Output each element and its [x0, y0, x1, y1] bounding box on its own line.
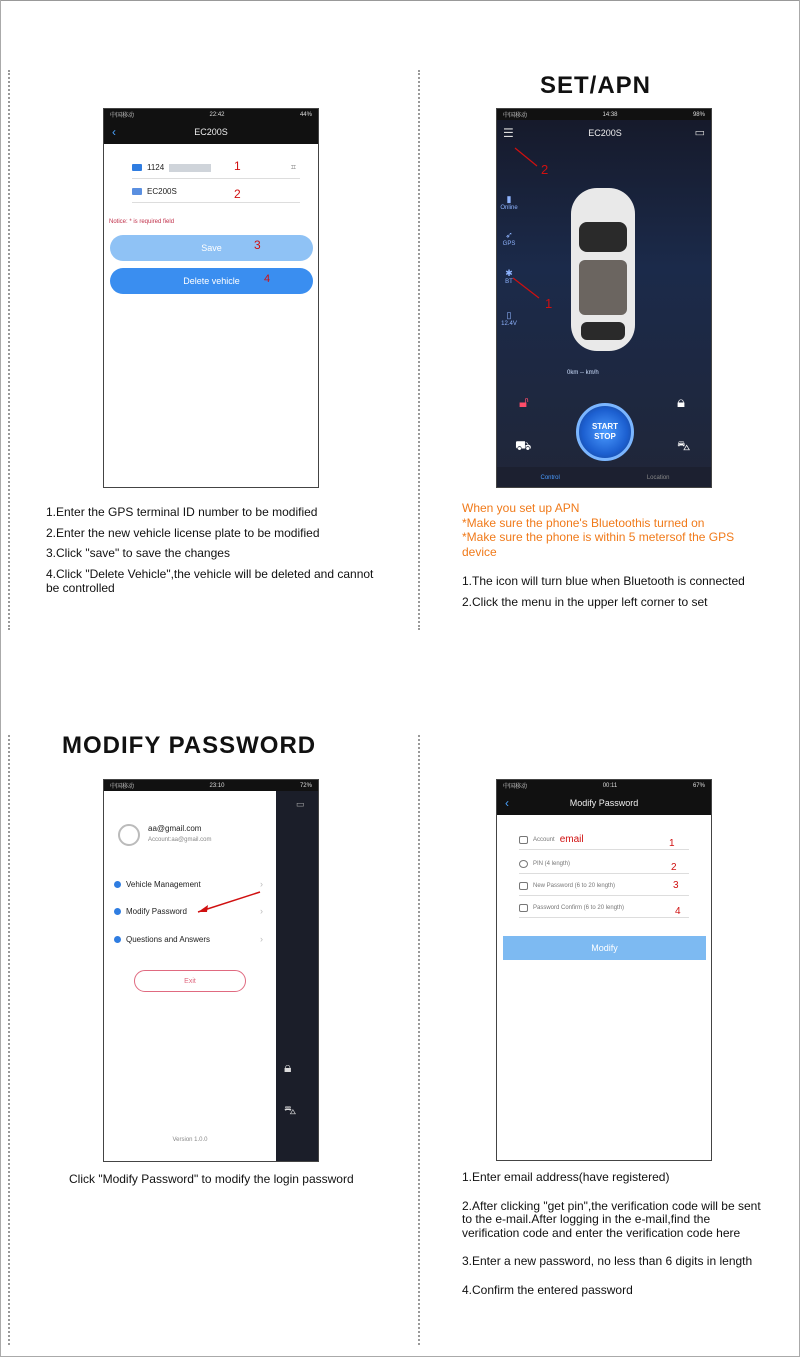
chevron-right-icon: › — [260, 934, 263, 944]
mark-1: 1 — [545, 296, 553, 311]
chevron-right-icon: › — [260, 906, 263, 916]
version-label: Version 1.0.0 — [172, 1137, 208, 1143]
lock-icon — [519, 882, 528, 890]
mark-1: 1 — [669, 838, 675, 849]
mark-3: 3 — [673, 880, 679, 891]
page-title: EC200S — [588, 128, 622, 138]
carrier-label: 中国移动 — [503, 784, 528, 790]
gps-label: GPS — [502, 241, 516, 247]
mark-2: 2 — [541, 162, 549, 177]
nav-bar — [497, 791, 711, 815]
modify-label: Modify — [591, 943, 618, 953]
apn-instructions — [462, 574, 752, 609]
divider-mid-bottom — [418, 735, 420, 1345]
pin-placeholder: PIN (4 length) — [533, 860, 571, 867]
menu-label: Questions and Answers — [126, 935, 211, 944]
account-icon — [519, 836, 528, 844]
lock-icon — [114, 908, 121, 915]
user-account: Account:aa@gmail.com — [148, 837, 212, 843]
battery-label: 72% — [299, 782, 312, 789]
status-bar — [497, 780, 711, 791]
start-stop-label: START STOP — [591, 422, 619, 441]
new-password-field[interactable] — [519, 876, 689, 896]
bt-indicator — [499, 268, 519, 285]
exit-label: Exit — [184, 977, 196, 985]
warning-bluetooth: *Make sure the phone's Bluetoothis turned on — [462, 515, 705, 530]
lock-icon — [519, 904, 528, 912]
menu-instructions — [69, 1172, 369, 1187]
password-instruction-3: 3.Enter a new password, no less than 6 digits in length — [462, 1254, 753, 1268]
divider-left-bottom — [8, 735, 10, 1345]
nav-bar — [104, 120, 318, 144]
warning-heading: When you set up APN — [462, 501, 580, 515]
apn-title: SET/APN — [540, 72, 652, 99]
annotation-arrow — [194, 888, 264, 918]
apn-instruction-1: 1.The icon will turn blue when Bluetooth is connected — [462, 574, 745, 588]
exit-button[interactable] — [134, 970, 246, 992]
redacted-bar — [169, 164, 211, 172]
menu-instruction: Click "Modify Password" to modify the login password — [69, 1172, 354, 1186]
shield-icon — [519, 860, 528, 868]
delete-vehicle-button[interactable] — [110, 268, 313, 294]
id-card-icon — [132, 164, 142, 171]
speed-readout: 0km -- km/h — [567, 370, 599, 376]
online-label: Online — [500, 205, 518, 211]
gps-icon: ➶ — [505, 230, 513, 240]
page-title: EC200S — [194, 127, 228, 137]
unlock-icon[interactable]: 🔓︎ — [519, 394, 529, 411]
page-title: Modify Password — [569, 798, 639, 808]
vehicle-icon — [114, 881, 121, 888]
carrier-label: 中国移动 — [110, 113, 135, 119]
account-value: email — [559, 834, 584, 845]
tab-bar — [497, 467, 712, 488]
account-field[interactable] — [519, 830, 689, 850]
chevron-right-icon: › — [260, 879, 263, 889]
back-icon[interactable]: ‹ — [112, 125, 116, 139]
phone-side-menu — [103, 779, 319, 1162]
status-time: 22:42 — [209, 111, 225, 118]
gps-id-value: 1124 — [147, 163, 165, 172]
avatar[interactable] — [118, 824, 140, 846]
new-password-placeholder: New Password (6 to 20 length) — [533, 882, 616, 889]
car-icon: ⛍ — [284, 1103, 297, 1117]
tab-location[interactable]: Location — [646, 475, 670, 481]
voltage-indicator — [499, 310, 519, 327]
online-indicator — [499, 194, 519, 211]
battery-label: 98% — [692, 111, 705, 118]
scan-icon[interactable]: ⌗ — [290, 162, 296, 172]
account-placeholder: Account — [533, 836, 555, 843]
bt-label: BT — [505, 279, 513, 285]
gps-id-field[interactable] — [132, 157, 300, 179]
lock-icon[interactable]: 🔒︎ — [677, 394, 685, 411]
warning-distance: *Make sure the phone is within 5 metersof the GPS device — [462, 530, 735, 559]
instruction-2: 2.Enter the new vehicle license plate to be modified — [46, 525, 320, 540]
signal-icon: ▮ — [506, 194, 512, 204]
battery-label: 44% — [299, 111, 312, 118]
frame-left — [0, 0, 1, 1357]
mark-4: 4 — [264, 273, 271, 285]
message-icon: ▭ — [296, 799, 305, 809]
status-bar — [497, 109, 711, 120]
menu-label: Vehicle Management — [126, 880, 201, 889]
gps-indicator — [499, 230, 519, 247]
menu-vehicle-management[interactable] — [114, 880, 201, 889]
instruction-4: 4.Click "Delete Vehicle",the vehicle will be deleted and cannot be controlled — [46, 566, 374, 595]
user-email: aa@gmail.com — [148, 824, 202, 833]
password-instruction-1: 1.Enter email address(have registered) — [462, 1170, 670, 1184]
arrow-menu — [515, 148, 537, 166]
menu-questions[interactable] — [114, 935, 210, 944]
save-button[interactable] — [110, 235, 313, 261]
menu-icon[interactable]: ☰ — [503, 126, 514, 140]
password-instruction-2: 2.After clicking "get pin",the verification code will be sent to the e-mail.After logging in the e-mail,find the verification code and enter the verification code here — [462, 1198, 761, 1240]
status-time: 00:11 — [602, 782, 618, 789]
mark-2: 2 — [234, 187, 241, 201]
notice-text: Notice: * is required field — [109, 219, 175, 225]
divider-left-top — [8, 70, 10, 630]
mark-2: 2 — [671, 862, 677, 873]
modify-button[interactable] — [503, 936, 706, 960]
tab-control[interactable]: Control — [540, 475, 560, 481]
mark-4: 4 — [675, 906, 681, 917]
status-bar — [104, 109, 318, 120]
password-instruction-4: 4.Confirm the entered password — [462, 1282, 633, 1297]
instruction-1: 1.Enter the GPS terminal ID number to be modified — [46, 505, 318, 519]
edit-vehicle-instructions — [46, 505, 386, 596]
battery-label: 67% — [692, 782, 705, 789]
status-time: 14:38 — [602, 111, 618, 118]
plate-field[interactable] — [132, 181, 300, 203]
pin-field[interactable] — [519, 854, 689, 874]
back-icon[interactable]: ‹ — [505, 796, 509, 810]
car-top-view-icon — [563, 182, 643, 357]
start-stop-button[interactable] — [576, 403, 634, 461]
phone-edit-vehicle — [103, 108, 319, 488]
message-icon[interactable]: ▭ — [694, 127, 705, 139]
carrier-label: 中国移动 — [503, 113, 528, 119]
car-dashboard — [497, 120, 712, 488]
lock-icon: 🔒︎ — [284, 1059, 292, 1075]
frame-top — [0, 0, 800, 1]
mark-1: 1 — [234, 159, 241, 173]
save-label: Save — [201, 243, 222, 253]
plate-value: EC200S — [147, 187, 177, 196]
status-bar — [104, 780, 318, 791]
password-instructions — [462, 1171, 762, 1297]
car-find-icon[interactable]: ⛍ — [677, 438, 691, 453]
apn-warning — [462, 501, 772, 559]
voltage-label: 12.4V — [501, 321, 517, 327]
bluetooth-icon: ✱ — [505, 268, 513, 278]
instruction-3: 3.Click "save" to save the changes — [46, 546, 230, 560]
divider-mid-top — [418, 70, 420, 630]
battery-icon: ▯ — [506, 310, 512, 320]
carrier-label: 中国移动 — [110, 784, 135, 790]
menu-modify-password[interactable] — [114, 907, 187, 916]
trunk-icon[interactable]: ⛟ — [515, 438, 532, 453]
phone-modify-password — [496, 779, 712, 1161]
menu-label: Modify Password — [126, 907, 187, 916]
apn-instruction-2: 2.Click the menu in the upper left corner to set — [462, 594, 708, 609]
password-title: MODIFY PASSWORD — [62, 732, 317, 759]
status-time: 23:10 — [209, 782, 225, 789]
question-icon — [114, 936, 121, 943]
confirm-password-field[interactable] — [519, 898, 689, 918]
mark-3: 3 — [254, 238, 261, 252]
delete-label: Delete vehicle — [183, 276, 240, 286]
car-plate-icon — [132, 188, 142, 195]
dimmed-background — [276, 791, 319, 1162]
confirm-password-placeholder: Password Confirm (6 to 20 length) — [533, 904, 625, 911]
phone-car-control — [496, 108, 712, 488]
